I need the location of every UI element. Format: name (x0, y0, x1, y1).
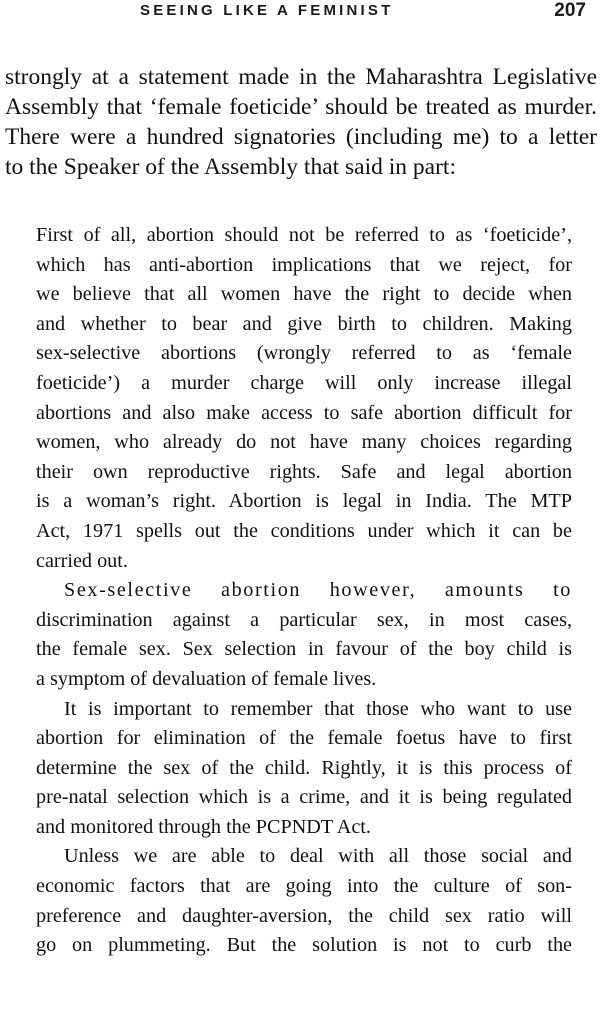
quote-line: discrimination against a particular sex, in most cases, (36, 608, 572, 631)
quote-line: foeticide’) a murder charge will only increase illegal (36, 371, 572, 394)
block-quote (36, 221, 572, 961)
quote-line: Sex-selective abortion however, amounts to (64, 579, 572, 602)
quote-line: the female sex. Sex selection in favour of the boy child is (36, 638, 572, 661)
running-head (0, 0, 600, 30)
quote-line: abortions and also make access to safe abortion difficult for (36, 401, 572, 424)
quote-line: abortion for elimination of the female foetus have to first (36, 727, 572, 750)
quote-line: is a woman’s right. Abortion is legal in India. The MTP (36, 490, 572, 513)
quote-line: preference and daughter-aversion, the child sex ratio will (36, 904, 572, 927)
body-line: strongly at a statement made in the Maharashtra Legislative (5, 64, 597, 90)
quote-line: a symptom of devaluation of female lives. (36, 667, 377, 690)
quote-line: and monitored through the PCPNDT Act. (36, 815, 371, 838)
quote-line: carried out. (36, 549, 128, 572)
quote-line: we believe that all women have the right to decide when (36, 283, 572, 306)
quote-line: determine the sex of the child. Rightly, it is this process of (36, 756, 572, 779)
quote-line: First of all, abortion should not be referred to as ‘foeticide’, (36, 224, 572, 246)
quote-line: go on plummeting. But the solution is not to curb the (36, 934, 572, 957)
quote-line: sex-selective abortions (wrongly referred to as ‘female (36, 342, 572, 365)
running-title: SEEING LIKE A FEMINIST (140, 2, 394, 19)
quote-line: their own reproductive rights. Safe and legal abortion (36, 460, 572, 483)
body-paragraph (5, 62, 597, 182)
quote-line: which has anti-abortion implications that we reject, for (36, 253, 572, 276)
quote-line: economic factors that are going into the culture of son- (36, 875, 572, 898)
quote-line: and whether to bear and give birth to children. Making (36, 312, 572, 335)
quote-line: Unless we are able to deal with all those social and (64, 845, 572, 868)
quote-line: Act, 1971 spells out the conditions under which it can be (36, 519, 572, 542)
quote-line: pre-natal selection which is a crime, and it is being regulated (36, 786, 572, 809)
quote-line: It is important to remember that those who want to use (64, 697, 572, 720)
page-number: 207 (554, 0, 586, 21)
quote-line: women, who already do not have many choices regarding (36, 431, 572, 454)
body-line: There were a hundred signatories (including me) to a letter (5, 124, 597, 150)
body-line: to the Speaker of the Assembly that said in part: (5, 154, 456, 180)
body-line: Assembly that ‘female foeticide’ should be treated as murder. (5, 94, 597, 120)
